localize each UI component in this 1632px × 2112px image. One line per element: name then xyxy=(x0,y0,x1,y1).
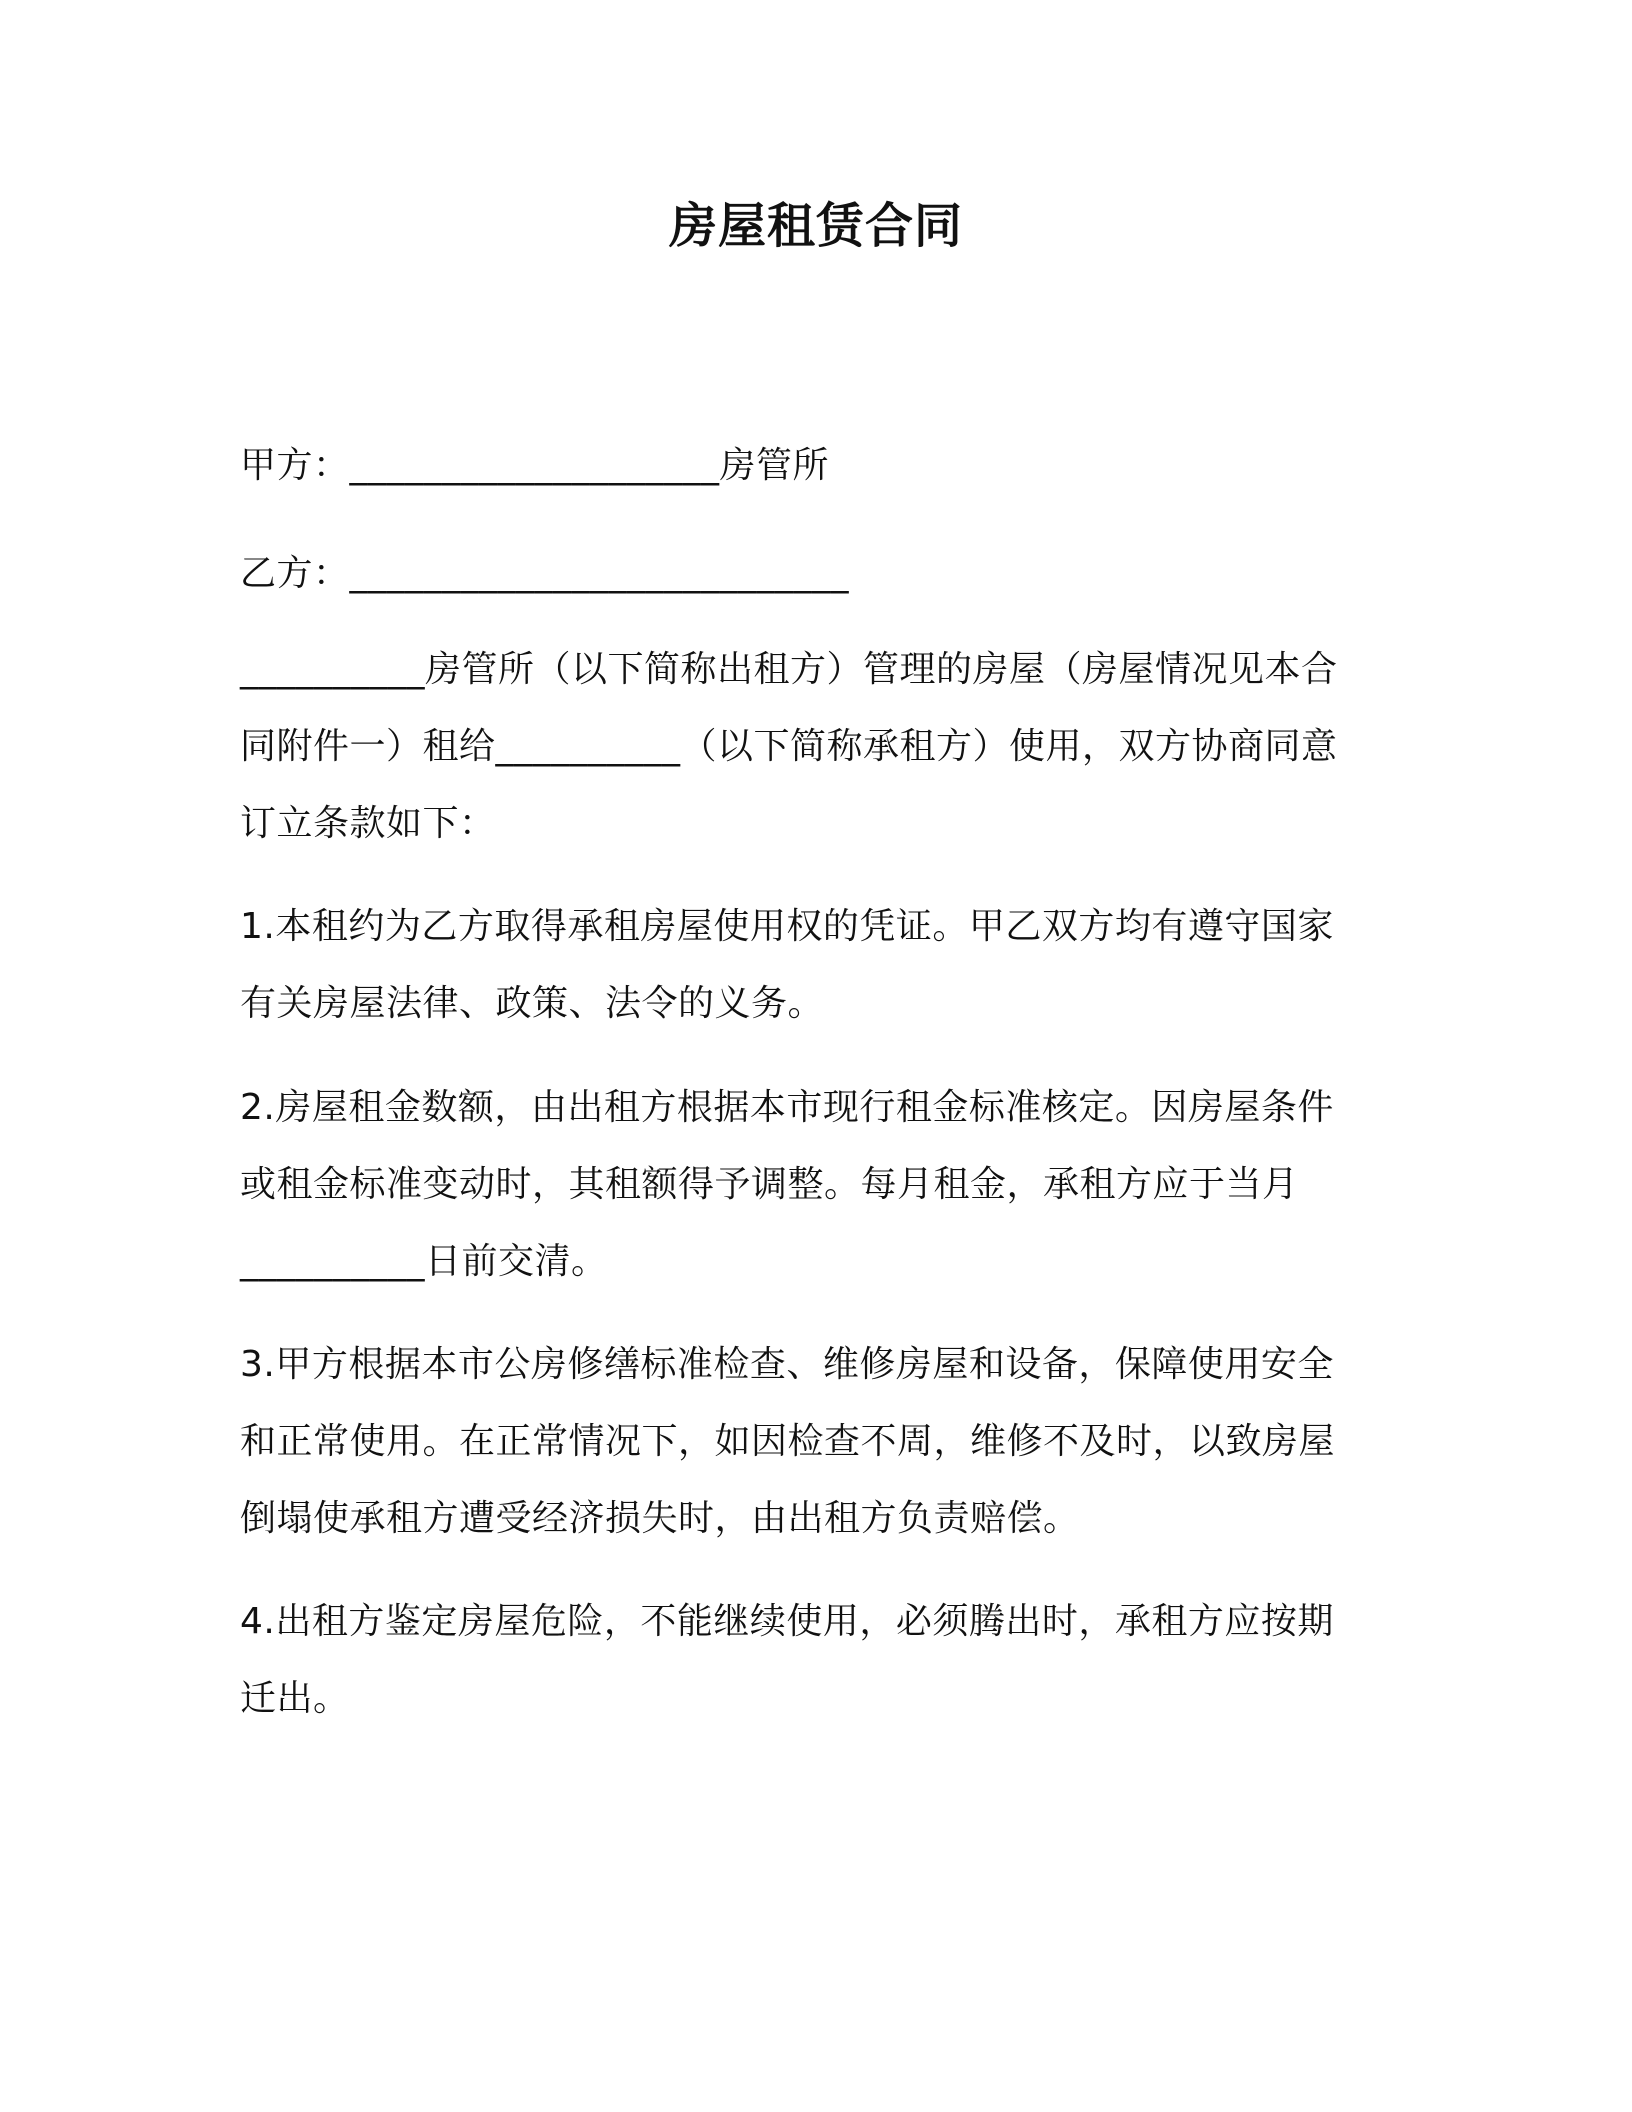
clause-1-line-2: 有关房屋法律、政策、法令的义务。 xyxy=(240,983,825,1024)
party-b-line: 乙方：___________________________ xyxy=(240,553,850,594)
clause-4-line-1: 4.出租方鉴定房屋危险，不能继续使用，必须腾出时，承租方应按期 xyxy=(240,1601,1334,1642)
intro-line-2: 同附件一）租给__________（以下简称承租方）使用，双方协商同意 xyxy=(240,726,1338,767)
intro-line-1: __________房管所（以下简称出租方）管理的房屋（房屋情况见本合 xyxy=(240,649,1338,690)
intro-line-3: 订立条款如下： xyxy=(240,803,496,844)
clause-1-line-1: 1.本租约为乙方取得承租房屋使用权的凭证。甲乙双方均有遵守国家 xyxy=(240,906,1334,947)
clause-2-line-2: 或租金标准变动时，其租额得予调整。每月租金，承租方应于当月 xyxy=(240,1164,1299,1205)
clause-3-line-1: 3.甲方根据本市公房修缮标准检查、维修房屋和设备，保障使用安全 xyxy=(240,1344,1334,1385)
clause-3-line-2: 和正常使用。在正常情况下，如因检查不周，维修不及时，以致房屋 xyxy=(240,1421,1336,1462)
party-a-line: 甲方：____________________房管所 xyxy=(240,445,830,486)
clause-3-line-3: 倒塌使承租方遭受经济损失时，由出租方负责赔偿。 xyxy=(240,1498,1080,1539)
clause-2-line-1: 2.房屋租金数额，由出租方根据本市现行租金标准核定。因房屋条件 xyxy=(240,1087,1334,1128)
clause-2-line-3: __________日前交清。 xyxy=(240,1241,608,1282)
document-title: 房屋租赁合同 xyxy=(668,198,963,254)
clause-4-line-2: 迁出。 xyxy=(240,1678,350,1719)
